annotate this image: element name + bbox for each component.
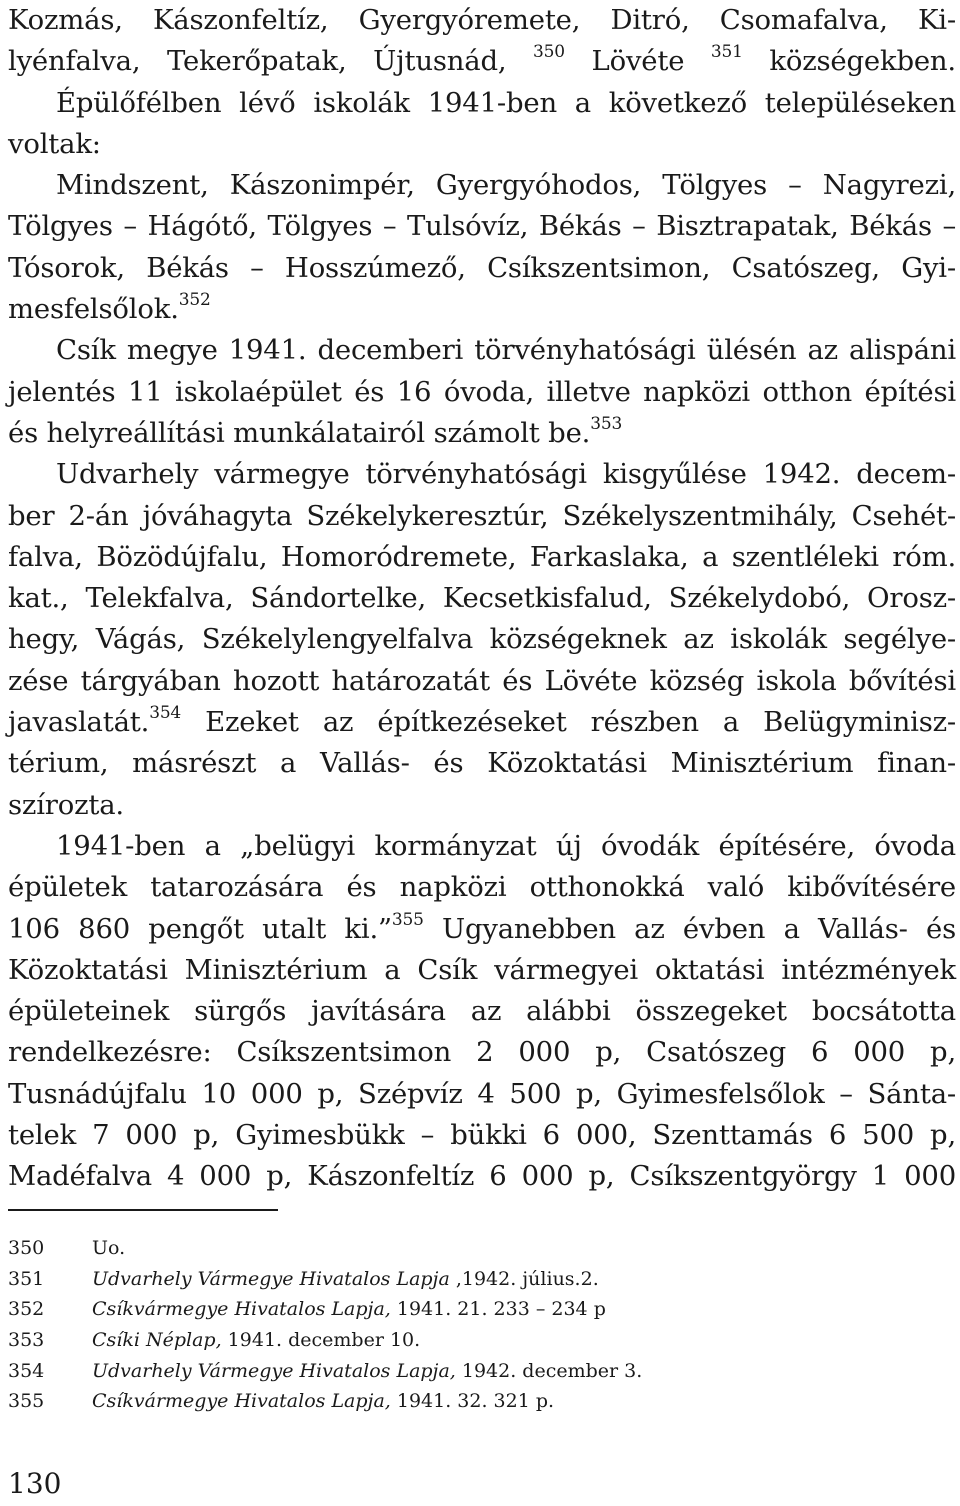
text-span: Tusnádújfalu 10 000 p, Szépvíz 4 500 p, Gyimesfelsőlok – Sánta- — [8, 1077, 956, 1110]
text-line — [8, 0, 956, 41]
footnote-detail: Uo. — [92, 1237, 126, 1259]
footnote — [8, 1386, 948, 1417]
text-span: Mindszent, Kászonimpér, Gyergyóhodos, Tölgyes – Nagyrezi, — [56, 169, 956, 202]
text-line — [8, 454, 956, 495]
text-span: falva, Bözödújfalu, Homoródremete, Farkaslaka, a szentléleki róm. — [8, 540, 956, 573]
footnote — [8, 1356, 948, 1387]
text-line — [8, 785, 956, 826]
text-line — [8, 826, 956, 867]
text-span: Kozmás, Kászonfeltíz, Gyergyóremete, Ditró, Csomafalva, Ki- — [8, 4, 956, 36]
text-line — [8, 867, 956, 908]
footnote-source-title: Udvarhely Vármegye Hivatalos Lapja — [92, 1267, 450, 1290]
text-line — [8, 206, 956, 247]
text-span: lyénfalva, Tekerőpatak, Újtusnád, — [8, 45, 534, 78]
page-number: 130 — [8, 1467, 62, 1500]
text-span: voltak: — [8, 127, 101, 160]
footnote-source-title: Csíkvármegye Hivatalos Lapja, — [92, 1298, 391, 1321]
text-line — [8, 289, 956, 330]
text-line — [8, 413, 956, 454]
footnote-text — [92, 1294, 606, 1325]
text-line — [8, 1156, 956, 1197]
text-line — [8, 950, 956, 991]
footnote-text — [92, 1356, 642, 1387]
text-span: jelentés 11 iskolaépület és 16 óvoda, illetve napközi otthon építési — [8, 375, 956, 408]
footnote-separator — [8, 1209, 278, 1211]
footnote-text — [92, 1233, 125, 1264]
text-line — [8, 165, 956, 206]
text-line — [8, 537, 956, 578]
text-line — [8, 661, 956, 702]
text-line — [8, 619, 956, 660]
text-span: zése tárgyában hozott határozatát és Lövéte község iskola bővítési — [8, 664, 956, 697]
footnote-number: 350 — [8, 1237, 45, 1259]
footnote-ref: 354 — [149, 703, 182, 724]
text-span: Épülőfélben lévő iskolák 1941-ben a következő településeken — [56, 86, 956, 119]
text-line — [8, 330, 956, 371]
text-span: 106 860 pengőt utalt ki.” — [8, 912, 392, 945]
text-line — [8, 83, 956, 124]
text-line — [8, 991, 956, 1032]
footnote-ref: 350 — [533, 42, 565, 63]
footnotes — [8, 1233, 948, 1417]
text-span: szírozta. — [8, 788, 124, 821]
text-line — [8, 41, 956, 82]
text-span: rendelkezésre: Csíkszentsimon 2 000 p, Csatószeg 6 000 p, — [8, 1036, 956, 1069]
footnote-ref: 351 — [710, 42, 743, 63]
text-span: Udvarhely vármegye törvényhatósági kisgyűlése 1942. decem- — [56, 458, 956, 491]
text-span: Ezeket az építkezéseket részben a Belügyminisz- — [181, 706, 956, 739]
text-span: Tósorok, Békás – Hosszúmező, Csíkszentsimon, Csatószeg, Gyi- — [8, 251, 956, 284]
text-span: községekben. — [742, 45, 956, 78]
text-line — [8, 578, 956, 619]
text-line — [8, 743, 956, 784]
text-span: ber 2-án jóváhagyta Székelykeresztúr, Székelyszentmihály, Csehét- — [8, 499, 956, 532]
text-span: és helyreállítási munkálatairól számolt be. — [8, 416, 591, 449]
text-span: 1941-ben a „belügyi kormányzat új óvodák építésére, óvoda — [56, 829, 956, 862]
footnote-ref: 352 — [178, 290, 211, 311]
footnote — [8, 1325, 948, 1356]
body-text — [8, 0, 956, 1198]
footnote-number: 351 — [8, 1267, 45, 1290]
footnote — [8, 1264, 948, 1295]
text-span: Csík megye 1941. decemberi törvényhatósági ülésén az alispáni — [56, 334, 956, 367]
text-span: Közoktatási Minisztérium a Csík vármegyei oktatási intézmények — [8, 953, 956, 986]
footnote-detail: 1941. 21. 233 – 234 p — [390, 1298, 606, 1321]
footnote-text — [92, 1325, 420, 1356]
footnote-number: 354 — [8, 1359, 45, 1382]
footnote-detail: 1942. december 3. — [455, 1359, 643, 1382]
text-line — [8, 1115, 956, 1156]
text-span: Lövéte — [564, 45, 711, 78]
text-line — [8, 248, 956, 289]
text-line — [8, 1074, 956, 1115]
text-line — [8, 124, 956, 165]
text-span: telek 7 000 p, Gyimesbükk – bükki 6 000, Szenttamás 6 500 p, — [8, 1119, 956, 1152]
footnote-text — [92, 1386, 554, 1417]
text-line — [8, 702, 956, 743]
footnote-ref: 353 — [590, 413, 623, 434]
footnote-ref: 355 — [391, 909, 424, 930]
text-span: Madéfalva 4 000 p, Kászonfeltíz 6 000 p, Csíkszentgyörgy 1 000 — [8, 1160, 956, 1193]
text-line — [8, 496, 956, 537]
footnote-number: 355 — [8, 1390, 45, 1413]
footnote — [8, 1294, 948, 1325]
footnote-number: 353 — [8, 1329, 45, 1352]
text-span: mesfelsőlok. — [8, 293, 179, 326]
text-span: javaslatát. — [8, 706, 150, 739]
footnote-detail: ,1942. július.2. — [449, 1267, 599, 1290]
footnote-source-title: Csíkvármegye Hivatalos Lapja, — [92, 1390, 391, 1413]
text-line — [8, 909, 956, 950]
footnote-detail: 1941. december 10. — [221, 1329, 421, 1352]
text-line — [8, 1032, 956, 1073]
text-span: épületek tatarozására és napközi otthonokká való kibővítésére — [8, 871, 956, 904]
footnote — [8, 1233, 948, 1264]
footnote-detail: 1941. 32. 321 p. — [390, 1390, 555, 1413]
footnote-source-title: Csíki Néplap, — [92, 1329, 222, 1352]
text-span: térium, másrészt a Vallás- és Közoktatási Minisztérium finan- — [8, 747, 956, 780]
footnote-source-title: Udvarhely Vármegye Hivatalos Lapja, — [92, 1359, 456, 1382]
footnote-number: 352 — [8, 1298, 45, 1321]
text-span: Ugyanebben az évben a Vallás- és — [423, 912, 956, 945]
text-span: épületeinek sürgős javítására az alábbi összegeket bocsátotta — [8, 995, 956, 1028]
text-span: Tölgyes – Hágótő, Tölgyes – Tulsóvíz, Békás – Bisztrapatak, Békás – — [8, 210, 956, 243]
footnote-text — [92, 1264, 599, 1295]
text-span: hegy, Vágás, Székelylengyelfalva községeknek az iskolák segélye- — [8, 623, 956, 656]
text-line — [8, 372, 956, 413]
text-span: kat., Telekfalva, Sándortelke, Kecsetkisfalud, Székelydobó, Orosz- — [8, 582, 956, 615]
